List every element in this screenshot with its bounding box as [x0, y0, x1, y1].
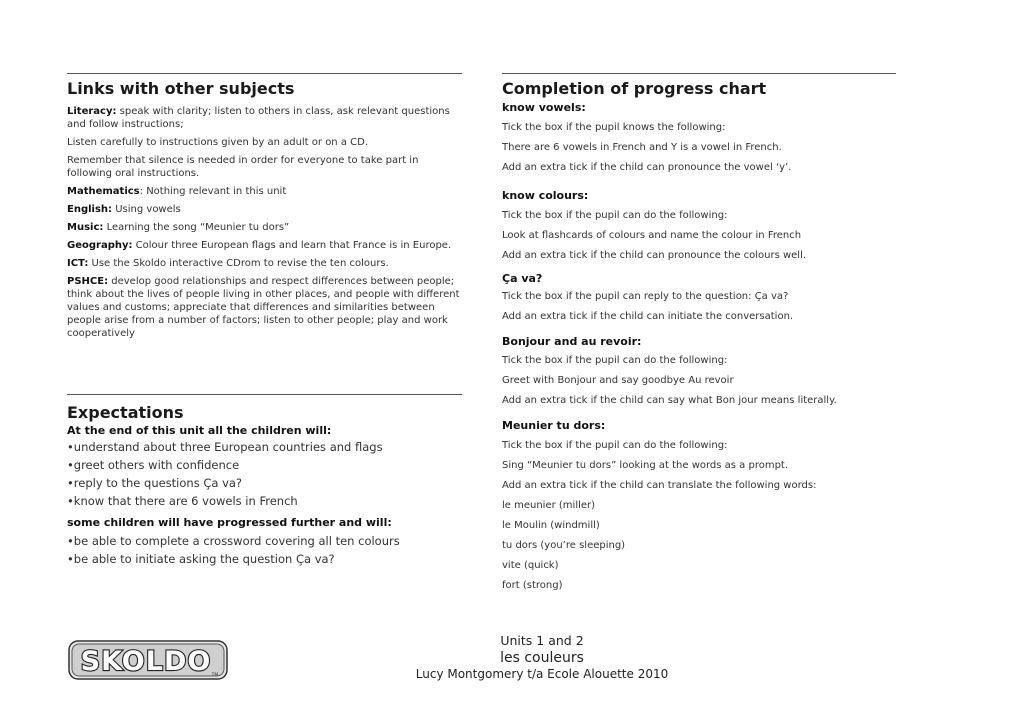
- section-meunier: [502, 419, 896, 592]
- section-line: Tick the box if the pupil can reply to the question: Ça va?: [502, 291, 789, 302]
- section-line: Tick the box if the pupil can do the following:: [502, 210, 728, 221]
- section-vowels: [502, 101, 896, 174]
- footer-title: les couleurs: [500, 650, 584, 666]
- skoldo-logo: [68, 640, 228, 680]
- link-ict: ICT: Use the Skoldo interactive CDrom to revise the ten colours.: [67, 258, 389, 269]
- link-music: Music: Learning the song “Meunier tu dors”: [67, 222, 290, 233]
- section-line: Look at flashcards of colours and name the colour in French: [502, 230, 802, 241]
- expectations-block: [67, 398, 462, 568]
- section-line: Tick the box if the pupil can do the following:: [502, 355, 728, 366]
- vocab-line: fort (strong): [502, 580, 563, 591]
- expectations-rule: [67, 394, 462, 395]
- link-listen: Listen carefully to instructions given by an adult or on a CD.: [67, 137, 368, 148]
- section-line: Tick the box if the pupil can do the following:: [502, 440, 728, 451]
- section-heading: know colours:: [502, 189, 589, 202]
- right-column: [502, 73, 896, 592]
- section-colours: [502, 189, 896, 262]
- vocab-line: tu dors (you’re sleeping): [502, 540, 626, 551]
- link-english: English: Using vowels: [67, 204, 181, 215]
- section-heading: Meunier tu dors:: [502, 419, 606, 432]
- link-pshce: PSHCE: develop good relationships and respect differences between people; think about the lives of people living in other places, and people with different values and customs; appreciate that differences and similarities between people arise from a number of factors; listen to other people; play and work cooperatively: [67, 276, 460, 339]
- link-silence: Remember that silence is needed in order for everyone to take part in following oral instructions.: [67, 155, 419, 179]
- skoldo-logo-graphic: [68, 640, 228, 680]
- section-line: Add an extra tick if the child can pronounce the colours well.: [502, 250, 807, 261]
- section-line: Add an extra tick if the child can say what Bon jour means literally.: [502, 395, 837, 406]
- vocab-line: le meunier (miller): [502, 500, 596, 511]
- section-line: Tick the box if the pupil knows the following:: [502, 122, 726, 133]
- section-line: Add an extra tick if the child can translate the following words:: [502, 480, 817, 491]
- all-item: •reply to the questions Ça va?: [67, 476, 243, 490]
- link-literacy: Literacy: speak with clarity; listen to others in class, ask relevant questions and follow instructions;: [67, 106, 450, 130]
- section-heading: Ça va?: [502, 272, 543, 285]
- links-title: Links with other subjects: [67, 79, 295, 98]
- some-children-heading: some children will have progressed further and will:: [67, 516, 392, 529]
- all-item: •understand about three European countries and flags: [67, 440, 383, 454]
- logo-wordmark: SKOLDO: [80, 646, 212, 677]
- all-item: •greet others with confidence: [67, 458, 240, 472]
- progress-title: Completion of progress chart: [502, 79, 767, 98]
- expectations-title: Expectations: [67, 403, 184, 422]
- section-line: Add an extra tick if the child can initiate the conversation.: [502, 311, 794, 322]
- section-line: Sing “Meunier tu dors” looking at the words as a prompt.: [502, 460, 789, 471]
- all-item: •know that there are 6 vowels in French: [67, 494, 298, 508]
- section-heading: know vowels:: [502, 101, 586, 114]
- vocab-line: le Moulin (windmill): [502, 520, 600, 531]
- link-geography: Geography: Colour three European flags and learn that France is in Europe.: [67, 240, 452, 251]
- section-heading: Bonjour and au revoir:: [502, 335, 642, 348]
- footer-units: Units 1 and 2: [500, 633, 584, 648]
- section-line: There are 6 vowels in French and Y is a vowel in French.: [502, 142, 782, 153]
- section-line: Greet with Bonjour and say goodbye Au revoir: [502, 375, 734, 386]
- links-list: [67, 105, 462, 340]
- section-bonjour: [502, 335, 896, 407]
- some-item: •be able to complete a crossword covering all ten colours: [67, 534, 400, 548]
- vocab-line: vite (quick): [502, 560, 559, 571]
- footer-credit: Lucy Montgomery t/a Ecole Alouette 2010: [415, 667, 669, 681]
- logo-trademark: TM: [211, 673, 219, 678]
- left-column: [67, 73, 462, 566]
- some-item: •be able to initiate asking the question Ça va?: [67, 552, 335, 566]
- section-cava: [502, 272, 896, 323]
- section-line: Add an extra tick if the child can pronounce the vowel ‘y’.: [502, 162, 792, 173]
- link-mathematics: Mathematics: Nothing relevant in this unit: [67, 186, 287, 197]
- all-children-heading: At the end of this unit all the children will:: [67, 424, 332, 437]
